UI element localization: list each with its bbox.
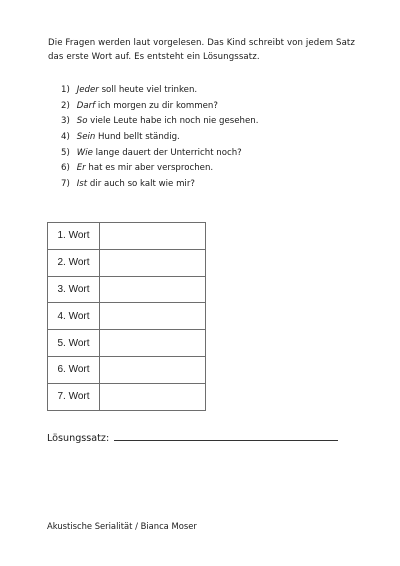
answer-cell[interactable] — [100, 303, 206, 330]
row-label: 5. Wort — [48, 330, 100, 357]
question-rest: viele Leute habe ich noch nie gesehen. — [87, 116, 259, 127]
question-number: 3) — [61, 116, 70, 127]
question-rest: dir auch so kalt wie mir? — [87, 179, 195, 190]
answer-cell[interactable] — [100, 276, 206, 303]
row-label: 3. Wort — [48, 276, 100, 303]
footer-credit: Akustische Serialität / Bianca Moser — [47, 521, 197, 531]
answer-table — [47, 222, 206, 411]
question-rest: hat es mir aber versprochen. — [85, 163, 214, 174]
table-row — [48, 223, 206, 250]
instructions-line-1: Die Fragen werden laut vorgelesen. Das Kind schreibt von jedem Satz — [48, 38, 356, 48]
row-label: 7. Wort — [48, 383, 100, 410]
question-number: 4) — [61, 132, 70, 143]
answer-cell[interactable] — [100, 383, 206, 410]
row-label: 1. Wort — [48, 223, 100, 250]
question-first-word: Darf — [76, 100, 96, 111]
question-number: 1) — [61, 85, 70, 95]
instructions-line-2: das erste Wort auf. Es entsteht ein Lösungssatz. — [48, 52, 260, 62]
question-item — [61, 161, 258, 177]
solution-label: Lösungssatz: — [47, 433, 110, 444]
question-item — [61, 83, 258, 99]
question-first-word: Er — [76, 163, 86, 174]
row-label: 4. Wort — [48, 303, 100, 330]
question-item — [61, 99, 258, 115]
table-row — [48, 356, 206, 383]
answer-cell[interactable] — [100, 330, 206, 357]
row-label: 2. Wort — [48, 249, 100, 276]
question-item — [61, 114, 258, 130]
question-rest: ich morgen zu dir kommen? — [95, 100, 218, 111]
question-number: 5) — [61, 147, 70, 158]
solution-section — [47, 430, 338, 444]
table-row — [48, 249, 206, 276]
table-row — [48, 330, 206, 357]
question-first-word: Wie — [76, 147, 93, 158]
question-number: 7) — [61, 179, 70, 190]
table-row — [48, 276, 206, 303]
question-item — [61, 130, 258, 146]
answer-cell[interactable] — [100, 356, 206, 383]
answer-cell[interactable] — [100, 223, 206, 250]
question-rest: lange dauert der Unterricht noch? — [92, 147, 242, 158]
solution-answer-line[interactable] — [114, 430, 338, 441]
row-label: 6. Wort — [48, 356, 100, 383]
question-list — [61, 83, 258, 193]
question-first-word: Jeder — [76, 85, 99, 95]
table-row — [48, 303, 206, 330]
question-rest: soll heute viel trinken. — [98, 85, 198, 95]
question-item — [61, 146, 258, 162]
answer-cell[interactable] — [100, 249, 206, 276]
question-number: 2) — [61, 100, 70, 111]
question-item — [61, 177, 258, 193]
instructions — [48, 36, 368, 64]
table-row — [48, 383, 206, 410]
question-rest: Hund bellt ständig. — [95, 132, 180, 143]
question-number: 6) — [61, 163, 70, 174]
question-first-word: Sein — [76, 132, 96, 143]
question-first-word: So — [76, 116, 88, 127]
question-first-word: Ist — [76, 179, 88, 190]
